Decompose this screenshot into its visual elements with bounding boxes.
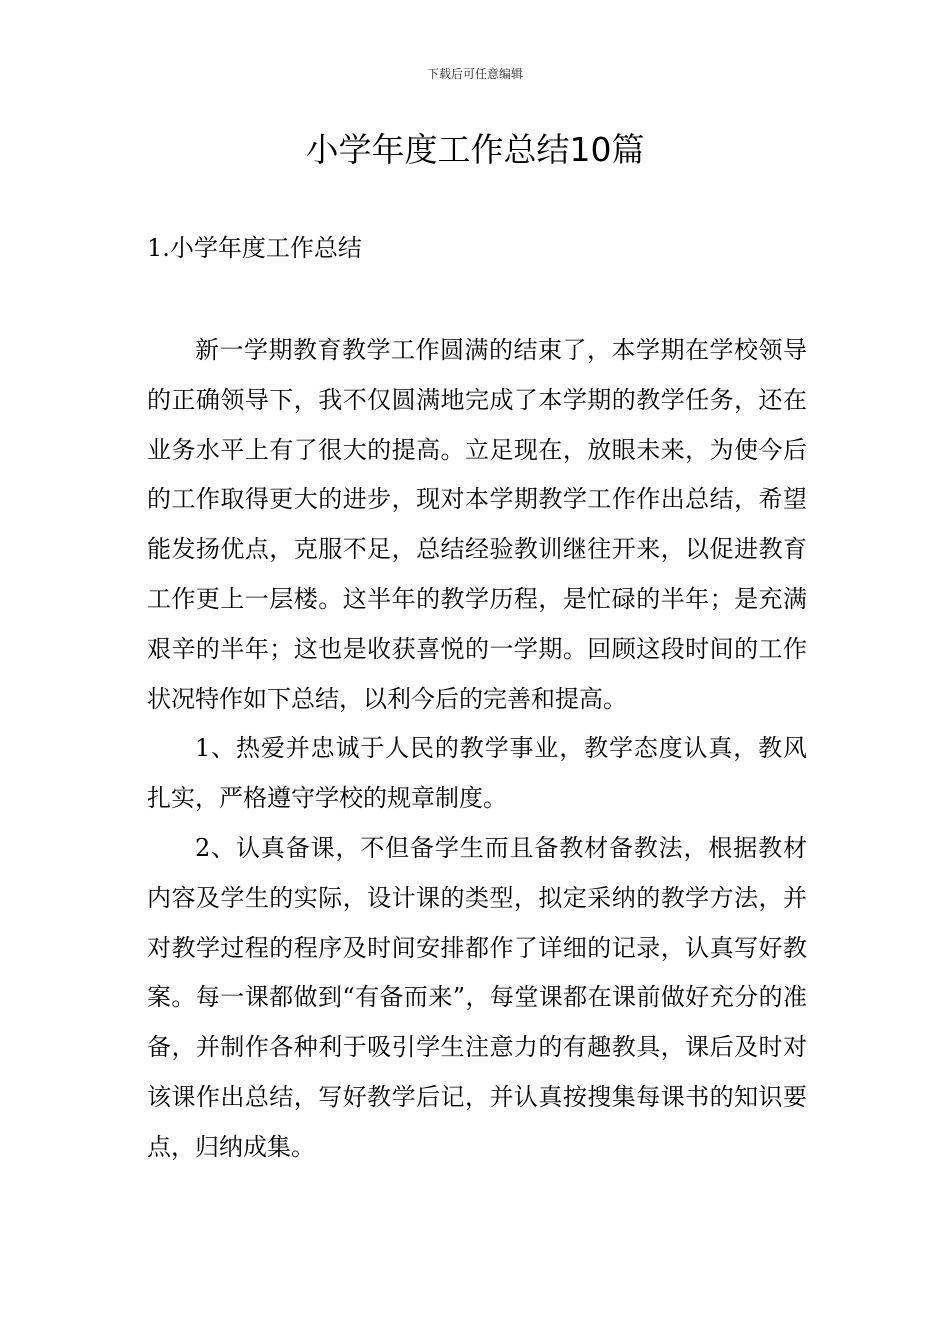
document-title: 小学年度工作总结10篇 <box>305 130 645 169</box>
paragraph-point-1: 1、热爱并忠诚于人民的教学事业，教学态度认真，教风扎实，严格遵守学校的规章制度。 <box>147 734 807 813</box>
section-heading: 1.小学年度工作总结 <box>147 234 362 262</box>
header-note: 下载后可任意编辑 <box>426 67 523 81</box>
paragraph-intro: 新一学期教育教学工作圆满的结束了，本学期在学校领导的正确领导下，我不仅圆满地完成了本学期的教学任务，还在业务水平上有了很大的提高。立足现在，放眼未来，为使今后的工作取得更大的进步，现对本学期教学工作作出总结，希望能发扬优点，克服不足，总结经验教训继往开来，以促进教育工作更上一层楼。这半年的教学历程，是忙碌的半年；是充满艰辛的半年；这也是收获喜悦的一学期。回顾这段时间的工作状况特作如下总结，以利今后的完善和提高。 <box>147 336 807 713</box>
body-text <box>147 326 807 1173</box>
paragraph-point-2: 2、认真备课，不但备学生而且备教材备教法，根据教材内容及学生的实际，设计课的类型，拟定采纳的教学方法，并对教学过程的程序及时间安排都作了详细的记录，认真写好教案。每一课都做到“有备而来”，每堂课都在课前做好充分的准备，并制作各种利于吸引学生注意力的有趣教具，课后及时对该课作出总结，写好教学后记，并认真按搜集每课书的知识要点，归纳成集。 <box>147 833 807 1161</box>
